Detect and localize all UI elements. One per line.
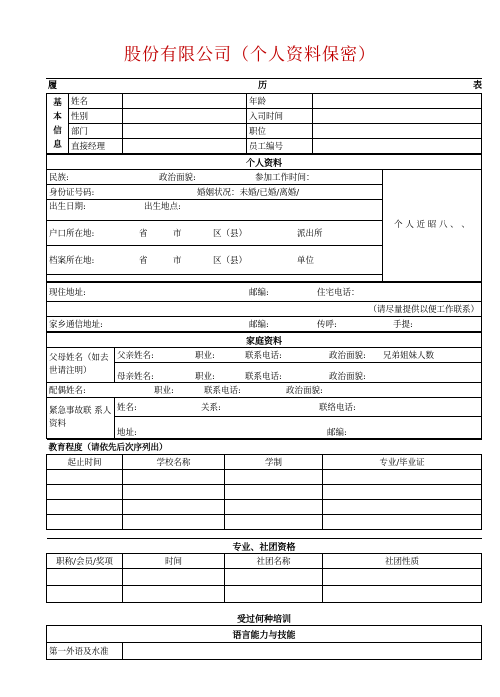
current-address-row[interactable] — [47, 283, 482, 302]
photo-note: 个 人 近 昭 八 、 、 — [394, 220, 470, 230]
document-title: 股份有限公司（个人资料保密） — [124, 45, 376, 65]
gender-field[interactable] — [123, 109, 247, 124]
political-label: 政治面貌: — [159, 173, 196, 183]
join-date-label: 入司时间 — [247, 109, 313, 124]
father-label: 父亲姓名: — [117, 351, 154, 362]
mother-row[interactable] — [115, 363, 482, 383]
department-field[interactable] — [123, 124, 247, 139]
province-label: 省 — [139, 256, 148, 266]
age-field[interactable] — [313, 94, 482, 109]
edu-col-school: 学校名称 — [123, 455, 225, 470]
ethnicity-label: 民族: — [49, 173, 69, 183]
work-start-label: 参加工作时间： — [255, 173, 315, 183]
city-label: 市 — [173, 256, 182, 266]
job-label: 职业: — [195, 351, 215, 362]
edu-cell[interactable] — [225, 500, 323, 515]
archive-row[interactable] — [47, 246, 383, 275]
side-char: 本 — [53, 111, 62, 122]
county-label: 区（县） — [213, 256, 248, 266]
basic-info-side-label — [47, 94, 69, 154]
father-row[interactable] — [115, 348, 482, 363]
pro-col-title: 职称/会员/奖项 — [47, 554, 123, 569]
relation-label: 关系: — [201, 403, 221, 414]
id-row[interactable] — [47, 185, 383, 200]
edu-cell[interactable] — [323, 500, 482, 515]
edu-cell[interactable] — [123, 470, 225, 485]
side-char: 基 — [53, 97, 62, 108]
mobile-label: 手提: — [393, 320, 413, 330]
resume-header-left: 履 — [48, 81, 58, 91]
training-heading: 受过何种培训 — [236, 614, 291, 625]
edu-cell[interactable] — [47, 485, 123, 500]
province-label: 省 — [139, 229, 148, 239]
age-label: 年龄 — [247, 94, 313, 109]
gender-label: 性别 — [69, 109, 123, 124]
emergency-address-label: 地址: — [117, 428, 137, 438]
position-field[interactable] — [313, 124, 482, 139]
emergency-name-row[interactable] — [115, 398, 482, 417]
contact-tel-label: 联络电话: — [319, 403, 356, 414]
political-label: 政治面貌: — [286, 386, 323, 396]
pro-cell[interactable] — [323, 586, 482, 603]
emergency-label: 紧急事故联 系人资料 — [47, 398, 115, 439]
edu-col-period: 起止时间 — [47, 455, 123, 470]
training-language-table — [46, 611, 482, 660]
siblings-label: 兄弟姐妹人数 — [383, 351, 435, 362]
edu-cell[interactable] — [47, 515, 123, 530]
education-heading: 教育程度（请依先后次序列出） — [47, 440, 482, 455]
edu-cell[interactable] — [323, 515, 482, 530]
political-label: 政治面貌: — [329, 351, 366, 362]
hukou-row[interactable] — [47, 221, 383, 246]
hometown-label: 家乡通信地址: — [49, 320, 103, 330]
personal-heading: 个人资料 — [47, 155, 482, 170]
personal-info-table — [46, 154, 482, 282]
county-label: 区（县） — [213, 229, 248, 239]
hukou-label: 户口所在地: — [49, 229, 95, 239]
edu-cell[interactable] — [123, 500, 225, 515]
edu-cell[interactable] — [47, 500, 123, 515]
pro-cell[interactable] — [123, 569, 225, 586]
emergency-name-label: 姓名: — [117, 403, 137, 414]
position-label: 职位 — [247, 124, 313, 139]
birth-place-label: 出生地点: — [144, 202, 181, 212]
spouse-row[interactable] — [47, 383, 482, 398]
professional-heading: 专业、社团资格 — [47, 539, 482, 554]
emergency-address-row[interactable] — [115, 417, 482, 439]
resume-header-center: 历 — [258, 81, 268, 91]
city-label: 市 — [173, 229, 182, 239]
name-field[interactable] — [123, 94, 247, 109]
edu-cell[interactable] — [323, 470, 482, 485]
education-table — [46, 439, 482, 530]
first-foreign-field[interactable] — [123, 643, 482, 660]
home-phone-label: 住宅电话： — [317, 288, 360, 298]
current-address-label: 现住地址: — [49, 288, 86, 298]
emergency-zip-label: 邮编: — [327, 428, 347, 438]
spouse-label: 配偶姓名: — [49, 386, 86, 396]
department-label: 部门 — [69, 124, 123, 139]
edu-col-major: 专业/毕业证 — [323, 455, 482, 470]
address-table — [46, 282, 482, 332]
edu-cell[interactable] — [323, 485, 482, 500]
professional-table — [46, 538, 482, 603]
manager-field[interactable] — [123, 139, 247, 154]
first-foreign-label: 第一外语及水准 — [47, 643, 123, 660]
edu-cell[interactable] — [123, 515, 225, 530]
personal-spacer — [47, 275, 383, 282]
zip-label: 邮编: — [249, 288, 269, 298]
employee-id-label: 员工编号 — [247, 139, 313, 154]
resume-header-right: 表 — [472, 81, 482, 91]
pro-cell[interactable] — [323, 569, 482, 586]
archive-label: 档案所在地: — [49, 256, 95, 266]
pro-col-type: 社团性质 — [323, 554, 482, 569]
contact-note: （请尽量提供以便工作联系） — [368, 305, 479, 315]
edu-cell[interactable] — [225, 470, 323, 485]
ethnicity-row[interactable] — [47, 170, 383, 185]
fax-label: 传呼: — [317, 320, 337, 330]
birth-date-label: 出生日期: — [49, 202, 86, 212]
basic-info-table — [46, 93, 482, 154]
contact-label: 联系电话: — [204, 386, 241, 396]
manager-label: 直接经理 — [69, 139, 123, 154]
pro-cell[interactable] — [47, 569, 123, 586]
resume-header — [46, 78, 482, 93]
pro-cell[interactable] — [225, 586, 323, 603]
family-heading: 家庭资料 — [47, 333, 482, 348]
job-label: 职业: — [154, 386, 174, 396]
resume-form — [46, 78, 482, 660]
police-label: 派出所 — [297, 229, 323, 239]
edu-cell[interactable] — [225, 515, 323, 530]
pro-cell[interactable] — [47, 586, 123, 603]
employee-id-field[interactable] — [313, 139, 482, 154]
edu-cell[interactable] — [123, 485, 225, 500]
birth-row[interactable] — [47, 200, 383, 221]
mother-label: 母亲姓名: — [117, 372, 154, 382]
parents-label: 父母姓名（如去世请注明） — [47, 348, 115, 383]
unit-label: 单位 — [297, 256, 315, 266]
edu-cell[interactable] — [47, 470, 123, 485]
pro-cell[interactable] — [225, 569, 323, 586]
side-char: 信 — [53, 125, 62, 136]
name-label: 姓名 — [69, 94, 123, 109]
pro-col-time: 时间 — [123, 554, 225, 569]
edu-col-system: 学制 — [225, 455, 323, 470]
hometown-row[interactable] — [47, 317, 482, 332]
contact-label: 联系电话: — [245, 351, 282, 362]
zip2-label: 邮编: — [249, 320, 269, 330]
pro-col-org: 社团名称 — [225, 554, 323, 569]
photo-area[interactable] — [383, 170, 482, 282]
language-heading: 语言能力与技能 — [47, 626, 482, 643]
edu-cell[interactable] — [225, 485, 323, 500]
contact-label: 联系电话: — [245, 372, 282, 382]
family-table — [46, 332, 482, 439]
job-label: 职业: — [195, 372, 215, 382]
pro-cell[interactable] — [123, 586, 225, 603]
join-date-field[interactable] — [313, 109, 482, 124]
id-number-label: 身份证号码: — [49, 188, 95, 198]
marital-label: 婚姻状况：未婚/已婚/离婚/ — [197, 188, 300, 198]
side-char: 息 — [53, 139, 62, 150]
contact-note-row — [47, 302, 482, 317]
political-label: 政治面貌: — [329, 372, 366, 382]
